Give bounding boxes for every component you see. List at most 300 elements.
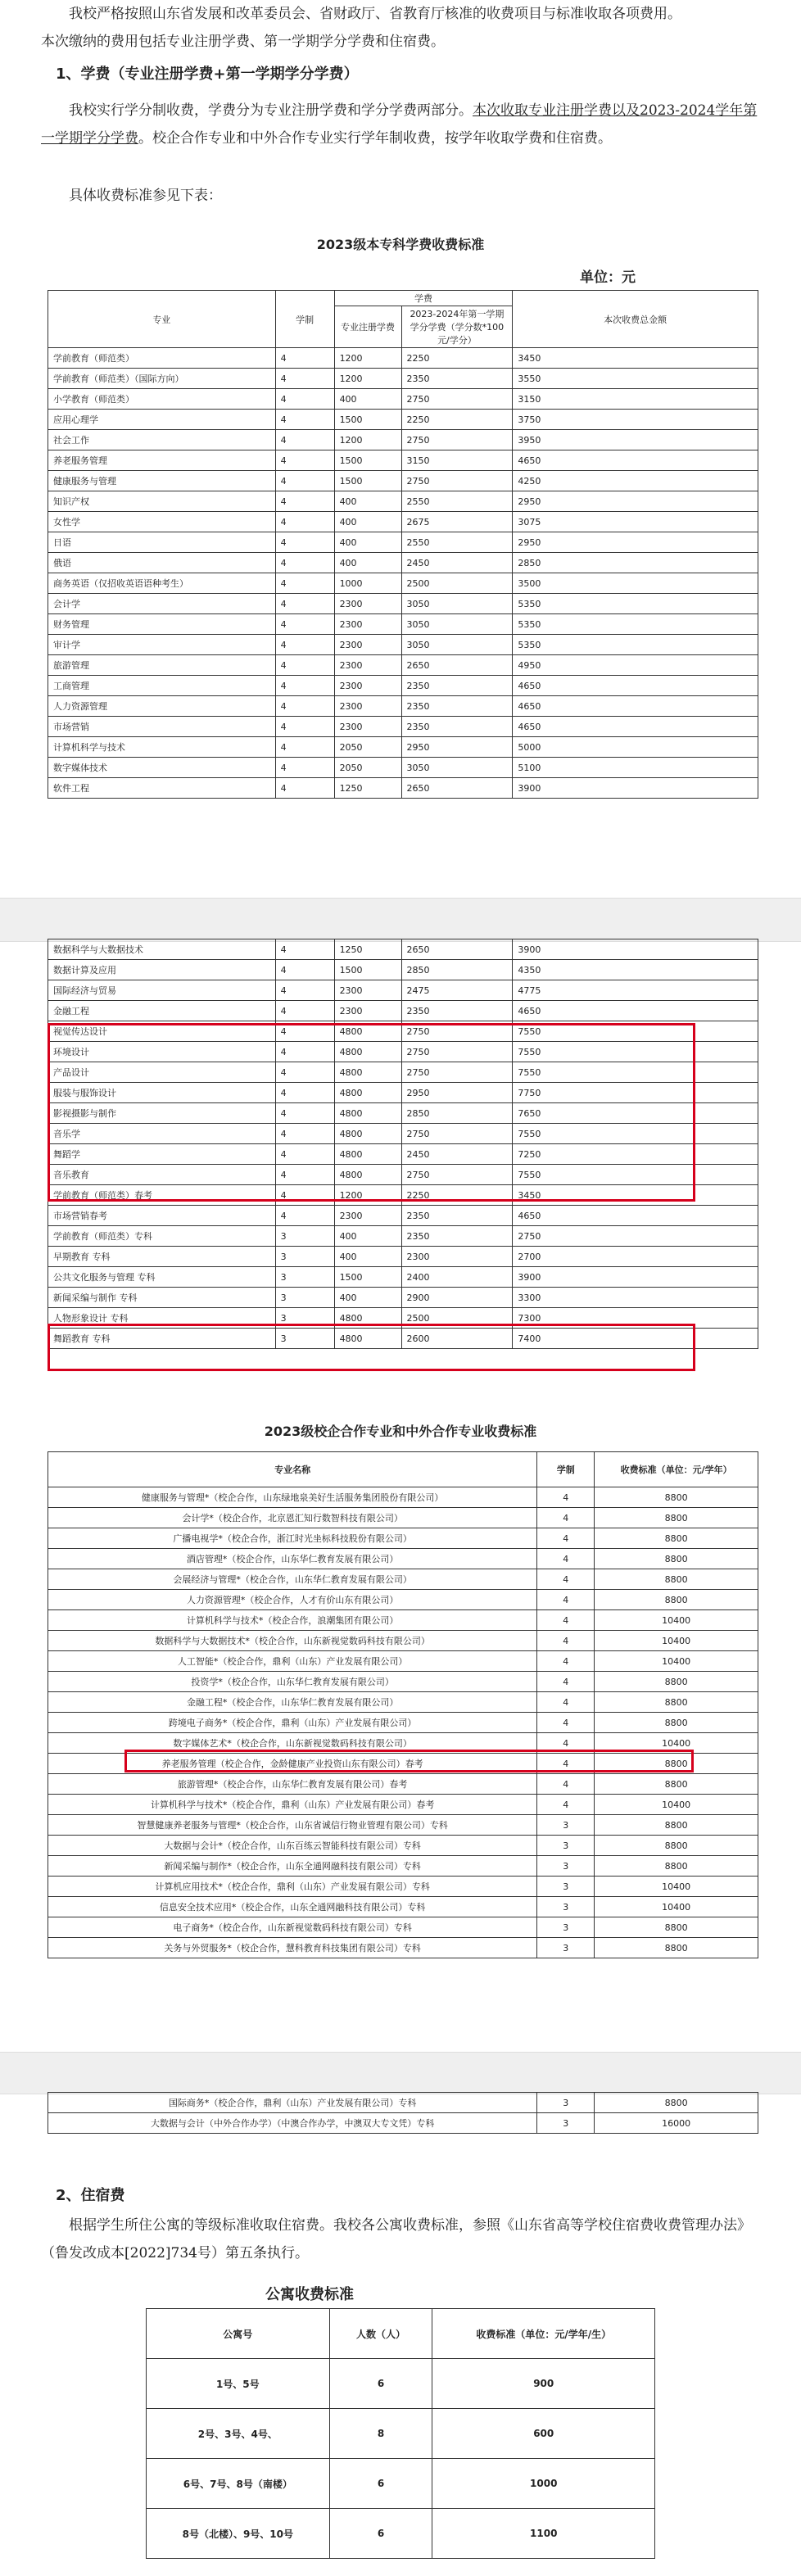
- table-row: [48, 614, 758, 635]
- cell-major: 学前教育（师范类）专科: [48, 1226, 276, 1247]
- table-1-fee-standard: [48, 290, 758, 799]
- cell-total: 7550: [513, 1021, 758, 1042]
- cell-major: 数据科学与大数据技术*（校企合作，山东新视觉数码科技有限公司）: [48, 1631, 537, 1651]
- cell-reg-fee: 400: [334, 389, 401, 410]
- table-2-continued: [48, 2092, 758, 2134]
- cell-credit-fee: 2750: [401, 1021, 513, 1042]
- cell-years: 4: [275, 1206, 334, 1226]
- cell-total: 7300: [513, 1308, 758, 1329]
- cell-fee: 1100: [432, 2509, 655, 2559]
- cell-total: 4775: [513, 980, 758, 1001]
- table-2-cooperation-fees: [48, 1451, 758, 1958]
- cell-major: 计算机科学与技术: [48, 737, 276, 758]
- cell-years: 4: [537, 1631, 595, 1651]
- cell-reg-fee: 400: [334, 1288, 401, 1308]
- cell-fee: 8800: [595, 1774, 758, 1795]
- cell-years: 3: [537, 1856, 595, 1877]
- cell-reg-fee: 1500: [334, 960, 401, 980]
- cell-reg-fee: 4800: [334, 1308, 401, 1329]
- header-years: 学制: [537, 1452, 595, 1487]
- cell-building: 8号（北楼）、9号、10号: [147, 2509, 330, 2559]
- cell-credit-fee: 2450: [401, 1144, 513, 1165]
- cell-reg-fee: 1250: [334, 778, 401, 799]
- highlight-box-art-vocational: [48, 1324, 695, 1371]
- cell-reg-fee: 4800: [334, 1083, 401, 1103]
- cell-credit-fee: 2750: [401, 389, 513, 410]
- cell-major: 软件工程: [48, 778, 276, 799]
- cell-credit-fee: 2250: [401, 348, 513, 369]
- cell-credit-fee: 2350: [401, 1206, 513, 1226]
- cell-major: 健康服务与管理: [48, 471, 276, 491]
- cell-major: 旅游管理: [48, 655, 276, 676]
- cell-years: 3: [537, 1917, 595, 1938]
- cell-major: 养老服务管理: [48, 450, 276, 471]
- table-row: [48, 1267, 758, 1288]
- cell-years: 4: [275, 655, 334, 676]
- cell-reg-fee: 2300: [334, 655, 401, 676]
- cell-credit-fee: 2750: [401, 430, 513, 450]
- table-row: [48, 532, 758, 553]
- cell-major: 旅游管理*（校企合作，山东华仁教育发展有限公司）春考: [48, 1774, 537, 1795]
- cell-major: 智慧健康养老服务与管理*（校企合作，山东省诚信行物业管理有限公司）专科: [48, 1815, 537, 1836]
- cell-fee: 8800: [595, 1549, 758, 1569]
- cell-credit-fee: 2650: [401, 655, 513, 676]
- table-row: [147, 2459, 655, 2509]
- table-row: [48, 1897, 758, 1917]
- cell-years: 4: [275, 594, 334, 614]
- cell-fee: 8800: [595, 1672, 758, 1692]
- section-2-heading: 2、住宿费: [56, 2187, 125, 2204]
- cell-major: 数据计算及应用: [48, 960, 276, 980]
- cell-credit-fee: 3050: [401, 594, 513, 614]
- cell-reg-fee: 1200: [334, 1185, 401, 1206]
- table-row: [48, 1774, 758, 1795]
- cell-credit-fee: 2350: [401, 717, 513, 737]
- cell-fee: 1000: [432, 2459, 655, 2509]
- cell-total: 3300: [513, 1288, 758, 1308]
- table-row: [48, 471, 758, 491]
- cell-credit-fee: 3050: [401, 758, 513, 778]
- table-row: [48, 1001, 758, 1021]
- cell-major: 跨境电子商务*（校企合作，鼎利（山东）产业发展有限公司）: [48, 1713, 537, 1733]
- cell-years: 4: [275, 1083, 334, 1103]
- cell-major: 女性学: [48, 512, 276, 532]
- cell-major: 小学教育（师范类）: [48, 389, 276, 410]
- cell-years: 4: [275, 696, 334, 717]
- cell-years: 4: [537, 1528, 595, 1549]
- cell-major: 市场营销春考: [48, 1206, 276, 1226]
- cell-credit-fee: 2475: [401, 980, 513, 1001]
- table-row: [147, 2359, 655, 2409]
- cell-major: 公共文化服务与管理 专科: [48, 1267, 276, 1288]
- cell-reg-fee: 400: [334, 1247, 401, 1267]
- table-3-title: 公寓收费标准: [265, 2286, 354, 2303]
- cell-major: 音乐学: [48, 1124, 276, 1144]
- cell-fee: 8800: [595, 1569, 758, 1590]
- table-row: [48, 1528, 758, 1549]
- cell-years: 4: [275, 614, 334, 635]
- header-fee: 收费标准（单位：元/学年）: [595, 1452, 758, 1487]
- cell-major: 服装与服饰设计: [48, 1083, 276, 1103]
- header-years: 学制: [275, 291, 334, 348]
- cell-major: 市场营销: [48, 717, 276, 737]
- cell-major: 新闻采编与制作*（校企合作，山东全通网融科技有限公司）专科: [48, 1856, 537, 1877]
- table-row: [48, 635, 758, 655]
- cell-years: 4: [537, 1692, 595, 1713]
- cell-years: 3: [537, 2113, 595, 2134]
- cell-credit-fee: 2750: [401, 471, 513, 491]
- cell-years: 4: [537, 1774, 595, 1795]
- table-row: [48, 1569, 758, 1590]
- cell-years: 4: [275, 758, 334, 778]
- cell-major: 广播电视学*（校企合作，浙江时光坐标科技股份有限公司）: [48, 1528, 537, 1549]
- cell-reg-fee: 400: [334, 553, 401, 573]
- table-3-dorm-fees: [146, 2308, 655, 2559]
- cell-major: 人力资源管理*（校企合作，人才有价山东有限公司）: [48, 1590, 537, 1610]
- header-fee: 收费标准（单位：元/学年/生）: [432, 2309, 655, 2359]
- cell-total: 5350: [513, 594, 758, 614]
- cell-years: 4: [275, 532, 334, 553]
- table-row: [48, 573, 758, 594]
- cell-major: 会展经济与管理*（校企合作，山东华仁教育发展有限公司）: [48, 1569, 537, 1590]
- section-2-paragraph: 根据学生所住公寓的等级标准收取住宿费。我校各公寓收费标准，参照《山东省高等学校住宿费收费管理办法》（鲁发改成本[2022]734号）第五条执行。: [41, 2217, 751, 2261]
- cell-credit-fee: 2600: [401, 1329, 513, 1349]
- cell-reg-fee: 1200: [334, 430, 401, 450]
- cell-major: 学前教育（师范类）春考: [48, 1185, 276, 1206]
- page-break-1: [0, 898, 801, 942]
- cell-total: 4350: [513, 960, 758, 980]
- cell-major: 知识产权: [48, 491, 276, 512]
- header-tuition: 学费: [334, 291, 513, 306]
- cell-total: 3150: [513, 389, 758, 410]
- cell-total: 2850: [513, 553, 758, 573]
- table-row: [48, 778, 758, 799]
- cell-major: 人物形象设计 专科: [48, 1308, 276, 1329]
- table-row: [48, 717, 758, 737]
- cell-years: 4: [275, 1042, 334, 1062]
- cell-total: 7550: [513, 1062, 758, 1083]
- cell-years: 4: [537, 1713, 595, 1733]
- cell-major: 数字媒体技术: [48, 758, 276, 778]
- cell-credit-fee: 2450: [401, 553, 513, 573]
- table-header-row: [48, 291, 758, 306]
- cell-total: 3450: [513, 348, 758, 369]
- cell-reg-fee: 1200: [334, 369, 401, 389]
- cell-years: 4: [537, 1508, 595, 1528]
- cell-years: 4: [537, 1754, 595, 1774]
- cell-years: 4: [275, 737, 334, 758]
- cell-reg-fee: 4800: [334, 1144, 401, 1165]
- cell-reg-fee: 2300: [334, 980, 401, 1001]
- cell-major: 视觉传达设计: [48, 1021, 276, 1042]
- cell-years: 4: [275, 1021, 334, 1042]
- cell-years: 4: [275, 450, 334, 471]
- cell-total: 5000: [513, 737, 758, 758]
- cell-fee: 8800: [595, 1754, 758, 1774]
- cell-fee: 10400: [595, 1610, 758, 1631]
- cell-fee: 8800: [595, 2093, 758, 2113]
- cell-credit-fee: 2400: [401, 1267, 513, 1288]
- table-row: [48, 1856, 758, 1877]
- cell-credit-fee: 2850: [401, 960, 513, 980]
- cell-credit-fee: 2300: [401, 1247, 513, 1267]
- cell-years: 4: [275, 430, 334, 450]
- cell-total: 3900: [513, 939, 758, 960]
- table-intro-text: 具体收费标准参见下表：: [69, 188, 222, 204]
- cell-credit-fee: 2250: [401, 410, 513, 430]
- table-row: [48, 758, 758, 778]
- cell-reg-fee: 2300: [334, 614, 401, 635]
- cell-total: 2750: [513, 1226, 758, 1247]
- table-row: [48, 1206, 758, 1226]
- cell-credit-fee: 2500: [401, 573, 513, 594]
- cell-total: 4650: [513, 450, 758, 471]
- highlight-box-digital-media: [124, 1750, 694, 1772]
- cell-credit-fee: 2500: [401, 1308, 513, 1329]
- table-row: [48, 430, 758, 450]
- page-break-2: [0, 2052, 801, 2094]
- cell-major: 计算机科学与技术*（校企合作，鼎利（山东）产业发展有限公司）春考: [48, 1795, 537, 1815]
- cell-fee: 10400: [595, 1651, 758, 1672]
- header-credit-fee: 2023-2024年第一学期学分学费（学分数*100元/学分）: [401, 306, 513, 348]
- section-1-paragraph: 我校实行学分制收费，学费分为专业注册学费和学分学费两部分。本次收取专业注册学费以及2023-2024学年第一学期学分学费。校企合作专业和中外合作专业实行学年制收费，按学年收取学费和住宿费。: [41, 102, 758, 147]
- cell-fee: 10400: [595, 1795, 758, 1815]
- cell-major: 影视摄影与制作: [48, 1103, 276, 1124]
- cell-total: 2950: [513, 491, 758, 512]
- table-row: [48, 450, 758, 471]
- cell-total: 3450: [513, 1185, 758, 1206]
- cell-reg-fee: 2300: [334, 594, 401, 614]
- cell-credit-fee: 2350: [401, 1001, 513, 1021]
- cell-fee: 10400: [595, 1631, 758, 1651]
- cell-credit-fee: 2750: [401, 1042, 513, 1062]
- cell-building: 2号、3号、4号、: [147, 2409, 330, 2459]
- cell-reg-fee: 4800: [334, 1042, 401, 1062]
- cell-major: 金融工程*（校企合作，山东华仁教育发展有限公司）: [48, 1692, 537, 1713]
- cell-people: 6: [329, 2459, 432, 2509]
- cell-people: 6: [329, 2359, 432, 2409]
- cell-credit-fee: 2350: [401, 676, 513, 696]
- cell-major: 关务与外贸服务*（校企合作，慧科教育科技集团有限公司）专科: [48, 1938, 537, 1958]
- cell-major: 投资学*（校企合作，山东华仁教育发展有限公司）: [48, 1672, 537, 1692]
- cell-years: 4: [275, 410, 334, 430]
- table-row: [48, 939, 758, 960]
- cell-years: 3: [537, 1897, 595, 1917]
- cell-years: 3: [537, 2093, 595, 2113]
- table-row: [48, 737, 758, 758]
- table-row: [48, 594, 758, 614]
- table-row: [48, 980, 758, 1001]
- table-row: [48, 1938, 758, 1958]
- cell-years: 3: [537, 1877, 595, 1897]
- table-row: [48, 1549, 758, 1569]
- table-row: [48, 1836, 758, 1856]
- header-people: 人数（人）: [329, 2309, 432, 2359]
- cell-major: 学前教育（师范类）（国际方向）: [48, 369, 276, 389]
- cell-years: 4: [275, 717, 334, 737]
- cell-major: 国际经济与贸易: [48, 980, 276, 1001]
- cell-total: 7400: [513, 1329, 758, 1349]
- cell-total: 5100: [513, 758, 758, 778]
- table-row: [48, 1226, 758, 1247]
- cell-credit-fee: 2250: [401, 1185, 513, 1206]
- table-row: [48, 1651, 758, 1672]
- cell-years: 4: [537, 1487, 595, 1508]
- cell-reg-fee: 2050: [334, 758, 401, 778]
- cell-major: 舞蹈学: [48, 1144, 276, 1165]
- cell-fee: 8800: [595, 1917, 758, 1938]
- cell-total: 3500: [513, 573, 758, 594]
- cell-total: 5350: [513, 614, 758, 635]
- cell-total: 2700: [513, 1247, 758, 1267]
- cell-fee: 16000: [595, 2113, 758, 2134]
- cell-major: 音乐教育: [48, 1165, 276, 1185]
- cell-years: 4: [275, 553, 334, 573]
- cell-credit-fee: 2750: [401, 1062, 513, 1083]
- cell-years: 4: [275, 1062, 334, 1083]
- cell-years: 4: [275, 348, 334, 369]
- cell-major: 环境设计: [48, 1042, 276, 1062]
- table-row: [48, 1288, 758, 1308]
- table-1-title: 2023级本专科学费收费标准: [316, 237, 485, 252]
- table-row: [48, 369, 758, 389]
- cell-total: 4650: [513, 696, 758, 717]
- header-major: 专业名称: [48, 1452, 537, 1487]
- cell-years: 4: [275, 1103, 334, 1124]
- cell-fee: 8800: [595, 1856, 758, 1877]
- cell-major: 人力资源管理: [48, 696, 276, 717]
- cell-fee: 10400: [595, 1897, 758, 1917]
- cell-reg-fee: 2050: [334, 737, 401, 758]
- table-row: [48, 2113, 758, 2134]
- cell-fee: 8800: [595, 1713, 758, 1733]
- table-row: [48, 655, 758, 676]
- cell-major: 舞蹈教育 专科: [48, 1329, 276, 1349]
- cell-reg-fee: 4800: [334, 1329, 401, 1349]
- cell-reg-fee: 4800: [334, 1062, 401, 1083]
- cell-fee: 600: [432, 2409, 655, 2459]
- cell-years: 3: [275, 1308, 334, 1329]
- cell-total: 4650: [513, 676, 758, 696]
- cell-reg-fee: 1500: [334, 471, 401, 491]
- table-row: [48, 389, 758, 410]
- cell-fee: 10400: [595, 1733, 758, 1754]
- cell-reg-fee: 1200: [334, 348, 401, 369]
- intro-paragraph: 我校严格按照山东省发展和改革委员会、省财政厅、省教育厅核准的收费项目与标准收取各项费用。 本次缴纳的费用包括专业注册学费、第一学期学分学费和住宿费。: [41, 6, 681, 50]
- cell-major: 计算机科学与技术*（校企合作，浪潮集团有限公司）: [48, 1610, 537, 1631]
- cell-years: 4: [537, 1610, 595, 1631]
- cell-fee: 8800: [595, 1692, 758, 1713]
- cell-major: 大数据与会计*（校企合作，山东百练云智能科技有限公司）专科: [48, 1836, 537, 1856]
- table-row: [48, 1487, 758, 1508]
- cell-total: 7750: [513, 1083, 758, 1103]
- cell-years: 4: [275, 676, 334, 696]
- cell-years: 3: [275, 1226, 334, 1247]
- cell-credit-fee: 3050: [401, 614, 513, 635]
- cell-years: 3: [537, 1815, 595, 1836]
- cell-years: 4: [537, 1569, 595, 1590]
- cell-reg-fee: 1500: [334, 1267, 401, 1288]
- cell-years: 4: [537, 1795, 595, 1815]
- cell-major: 俄语: [48, 553, 276, 573]
- cell-credit-fee: 2750: [401, 1165, 513, 1185]
- table-row: [48, 512, 758, 532]
- cell-major: 早期教育 专科: [48, 1247, 276, 1267]
- cell-total: 2950: [513, 532, 758, 553]
- table-2-title: 2023级校企合作专业和中外合作专业收费标准: [264, 1424, 537, 1439]
- cell-reg-fee: 4800: [334, 1103, 401, 1124]
- cell-total: 3075: [513, 512, 758, 532]
- cell-credit-fee: 2750: [401, 1124, 513, 1144]
- cell-major: 产品设计: [48, 1062, 276, 1083]
- cell-years: 4: [275, 778, 334, 799]
- cell-major: 金融工程: [48, 1001, 276, 1021]
- cell-credit-fee: 2550: [401, 532, 513, 553]
- table-row: [48, 1247, 758, 1267]
- cell-years: 4: [537, 1733, 595, 1754]
- cell-fee: 8800: [595, 1528, 758, 1549]
- table-row: [48, 1917, 758, 1938]
- cell-total: 3750: [513, 410, 758, 430]
- cell-total: 3950: [513, 430, 758, 450]
- cell-reg-fee: 400: [334, 491, 401, 512]
- cell-years: 4: [275, 1185, 334, 1206]
- cell-years: 4: [275, 939, 334, 960]
- cell-years: 3: [275, 1267, 334, 1288]
- cell-total: 7550: [513, 1042, 758, 1062]
- cell-major: 电子商务*（校企合作，山东新视觉数码科技有限公司）专科: [48, 1917, 537, 1938]
- cell-reg-fee: 400: [334, 1226, 401, 1247]
- cell-total: 7550: [513, 1124, 758, 1144]
- cell-major: 计算机应用技术*（校企合作，鼎利（山东）产业发展有限公司）专科: [48, 1877, 537, 1897]
- cell-reg-fee: 1500: [334, 410, 401, 430]
- cell-reg-fee: 2300: [334, 696, 401, 717]
- cell-years: 4: [537, 1651, 595, 1672]
- cell-years: 4: [537, 1590, 595, 1610]
- cell-credit-fee: 2350: [401, 1226, 513, 1247]
- table-row: [48, 410, 758, 430]
- cell-credit-fee: 3050: [401, 635, 513, 655]
- cell-major: 新闻采编与制作 专科: [48, 1288, 276, 1308]
- cell-years: 4: [275, 573, 334, 594]
- table-header-row: [48, 1452, 758, 1487]
- cell-years: 4: [275, 369, 334, 389]
- table-row: [48, 553, 758, 573]
- cell-reg-fee: 1250: [334, 939, 401, 960]
- cell-total: 7250: [513, 1144, 758, 1165]
- table-row: [48, 1815, 758, 1836]
- cell-credit-fee: 3150: [401, 450, 513, 471]
- cell-years: 4: [275, 980, 334, 1001]
- cell-major: 财务管理: [48, 614, 276, 635]
- cell-reg-fee: 400: [334, 512, 401, 532]
- cell-reg-fee: 2300: [334, 676, 401, 696]
- cell-fee: 8800: [595, 1508, 758, 1528]
- cell-years: 4: [275, 635, 334, 655]
- cell-credit-fee: 2675: [401, 512, 513, 532]
- cell-major: 社会工作: [48, 430, 276, 450]
- table-row: [48, 1590, 758, 1610]
- cell-credit-fee: 2950: [401, 1083, 513, 1103]
- cell-years: 4: [275, 471, 334, 491]
- cell-credit-fee: 2850: [401, 1103, 513, 1124]
- cell-reg-fee: 400: [334, 532, 401, 553]
- cell-major: 会计学*（校企合作，北京恩汇知行数智科技有限公司）: [48, 1508, 537, 1528]
- cell-fee: 8800: [595, 1590, 758, 1610]
- cell-major: 数据科学与大数据技术: [48, 939, 276, 960]
- cell-fee: 10400: [595, 1877, 758, 1897]
- cell-fee: 900: [432, 2359, 655, 2409]
